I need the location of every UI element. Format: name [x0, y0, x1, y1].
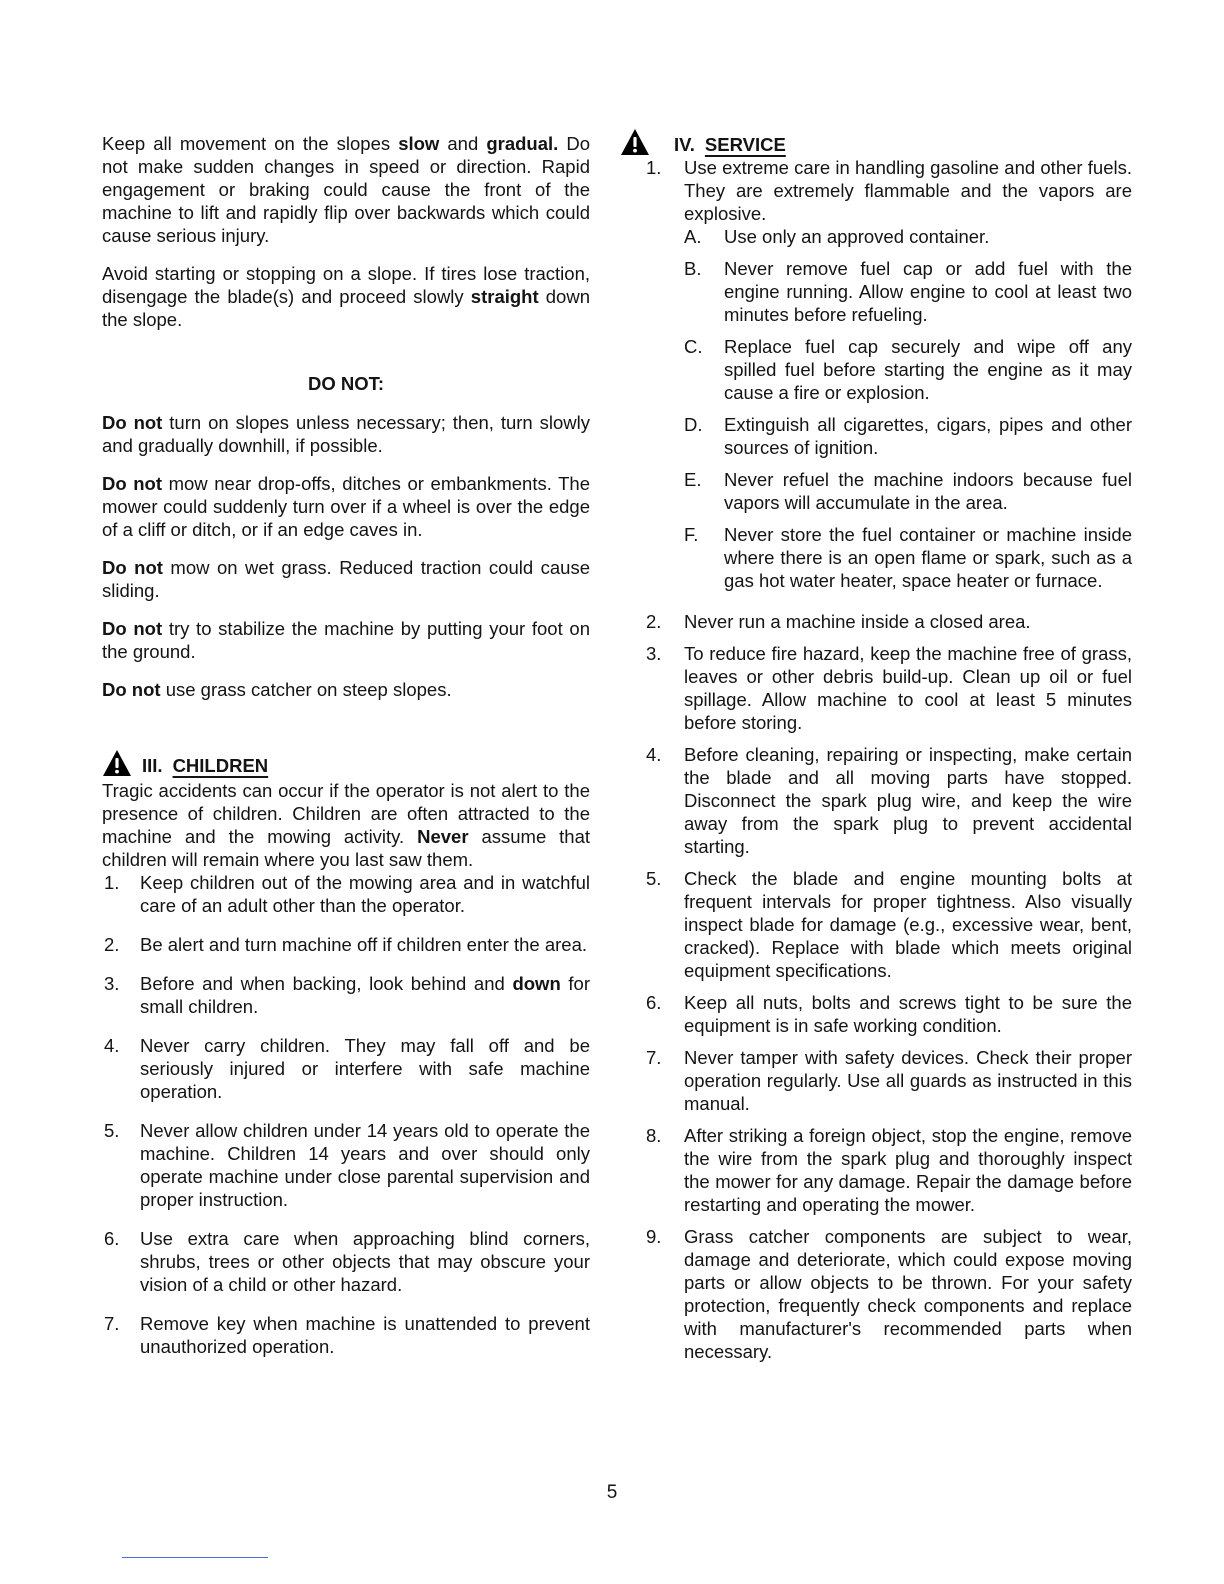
item-text — [140, 1312, 590, 1358]
list-item — [102, 1312, 590, 1358]
item-number: 7. — [646, 1047, 662, 1068]
item-body — [684, 156, 1132, 601]
sub-item-text: Never remove fuel cap or add fuel with the engine running. Allow engine to cool at least two minutes before refueling. — [724, 258, 1132, 325]
sub-item-text: Never refuel the machine indoors because fuel vapors will accumulate in the area. — [724, 469, 1132, 513]
sub-list-item — [684, 225, 1132, 248]
emphasis-text: down — [512, 973, 561, 994]
slope-intro — [102, 132, 590, 331]
donot-item — [102, 556, 590, 602]
list-item — [632, 1046, 1132, 1115]
item-text: After striking a foreign object, stop the engine, remove the wire from the spark plug and thoroughly inspect the mower for any damage. Repair the damage before restarting and operating the mower. — [684, 1125, 1132, 1215]
emphasis-text: Never — [417, 826, 469, 847]
item-number: 4. — [646, 744, 662, 765]
donot-text: try to stabilize the machine by putting your foot on the ground. — [102, 618, 591, 662]
body-text: for small children. — [140, 973, 590, 1017]
sub-item-letter: E. — [684, 469, 702, 490]
donot-item — [102, 411, 590, 457]
donot-text: use grass catcher on steep slopes. — [160, 679, 452, 700]
item-text: Never tamper with safety devices. Check their proper operation regularly. Use all guards as instructed in this manual. — [684, 1047, 1132, 1114]
item-text: Before cleaning, repairing or inspecting, make certain the blade and all moving parts have stopped. Disconnect the spark plug wire, and keep the wire away from the spark plug to prevent accidental starting. — [684, 744, 1132, 857]
item-text: Use extreme care in handling gasoline and other fuels. They are extremely flammable and the vapors are explosive. — [684, 157, 1132, 224]
sub-item-letter: D. — [684, 414, 703, 435]
item-text — [140, 933, 590, 956]
paragraph — [102, 132, 590, 247]
list-item — [632, 743, 1132, 858]
service-list — [632, 156, 1132, 1363]
sub-list-item — [684, 335, 1132, 404]
paragraph — [102, 262, 590, 331]
item-number: 4. — [104, 1035, 120, 1056]
body-text: Tragic accidents can occur if the operator is not alert to the presence of children. Children are often attracted to the machine and the mowing activity. — [102, 780, 590, 847]
item-number: 6. — [104, 1228, 120, 1249]
list-item — [632, 642, 1132, 734]
donot-lead: Do not — [102, 473, 163, 494]
sub-item-text: Extinguish all cigarettes, cigars, pipes and other sources of ignition. — [724, 414, 1132, 458]
donot-lead: Do not — [102, 679, 161, 700]
section-title: CHILDREN — [172, 755, 269, 776]
page-number: 5 — [606, 1482, 618, 1503]
body-text: Avoid starting or stopping on a slope. If tires lose traction, disengage the blade(s) and proceed slowly — [102, 263, 590, 307]
list-item — [632, 991, 1132, 1037]
list-item — [102, 871, 590, 917]
emphasis-text: gradual. — [486, 133, 559, 154]
donot-lead: Do not — [102, 618, 163, 639]
sub-item-letter: A. — [684, 226, 702, 247]
sub-list — [684, 225, 1132, 592]
item-number: 6. — [646, 992, 662, 1013]
sub-list-item — [684, 257, 1132, 326]
service-heading — [632, 128, 1132, 156]
donot-lead: Do not — [102, 412, 163, 433]
item-number: 3. — [646, 643, 662, 664]
item-body — [684, 867, 1132, 982]
body-text: and — [439, 133, 487, 154]
item-text — [140, 1034, 590, 1103]
warning-triangle-icon — [102, 749, 132, 777]
item-number: 7. — [104, 1313, 120, 1334]
sub-item-letter: C. — [684, 336, 703, 357]
item-text: Never run a machine inside a closed area. — [684, 611, 1031, 632]
list-item — [102, 1119, 590, 1211]
body-text: Keep all movement on the slopes — [102, 133, 399, 154]
item-number: 8. — [646, 1125, 662, 1146]
list-item — [102, 1227, 590, 1296]
body-text: Use extra care when approaching blind corners, shrubs, trees or other objects that may obscure your vision of a child or other hazard. — [140, 1228, 590, 1295]
donot-text: mow on wet grass. Reduced traction could cause sliding. — [102, 557, 590, 601]
sub-item-text: Never store the fuel container or machine inside where there is an open flame or spark, such as a gas hot water heater, space heater or furnace. — [724, 524, 1132, 591]
item-number: 5. — [646, 868, 662, 889]
left-column — [102, 132, 590, 1374]
warning-triangle-icon — [620, 128, 650, 156]
donot-item — [102, 472, 590, 541]
body-text: Be alert and turn machine off if children enter the area. — [140, 934, 588, 955]
section-number: III. — [142, 755, 163, 776]
item-text: Check the blade and engine mounting bolts at frequent intervals for proper tightness. Also visually inspect blade for damage (e.g., excessive wear, bent, cracked). Replace with blade which meets original equipment specifications. — [684, 868, 1132, 981]
item-body — [684, 1124, 1132, 1216]
item-body — [684, 642, 1132, 734]
donot-item — [102, 678, 590, 701]
list-item — [632, 156, 1132, 601]
item-body — [684, 610, 1132, 633]
emphasis-text: slow — [398, 133, 440, 154]
body-text: Keep children out of the mowing area and in watchful care of an adult other than the operator. — [140, 872, 590, 916]
list-item — [102, 972, 590, 1018]
item-text — [140, 972, 590, 1018]
children-intro — [102, 779, 590, 871]
list-item — [632, 1225, 1132, 1363]
item-number: 9. — [646, 1226, 662, 1247]
children-heading — [102, 749, 590, 777]
section-title: SERVICE — [704, 134, 786, 155]
item-text — [140, 871, 590, 917]
body-text: Before and when backing, look behind and — [140, 973, 513, 994]
sub-item-text: Replace fuel cap securely and wipe off any spilled fuel before starting the engine as it may cause a fire or explosion. — [724, 336, 1132, 403]
body-text: Remove key when machine is unattended to prevent unauthorized operation. — [140, 1313, 590, 1357]
item-body — [684, 1046, 1132, 1115]
donot-heading: DO NOT: — [307, 373, 385, 394]
body-text: Do not make sudden changes in speed or direction. Rapid engagement or braking could cause the front of the machine to lift and rapidly flip over backwards which could cause serious injury. — [102, 133, 590, 246]
item-number: 2. — [646, 611, 662, 632]
list-item — [102, 1034, 590, 1103]
item-text: Grass catcher components are subject to wear, damage and deteriorate, which could expose moving parts or allow objects to be thrown. For your safety protection, frequently check components and replace with manufacturer's recommended parts when necessary. — [684, 1226, 1132, 1362]
item-text: To reduce fire hazard, keep the machine free of grass, leaves or other debris build-up. Clean up oil or fuel spillage. Allow machine to cool at least 5 minutes before storing. — [684, 643, 1132, 733]
right-column — [632, 132, 1132, 1372]
item-text — [140, 1119, 590, 1211]
item-body — [684, 991, 1132, 1037]
body-text: assume that children will remain where you last saw them. — [102, 826, 590, 870]
item-body — [684, 743, 1132, 858]
donot-lead: Do not — [102, 557, 163, 578]
donot-text: mow near drop-offs, ditches or embankments. The mower could suddenly turn over if a wheel is over the edge of a cliff or ditch, or if an edge caves in. — [102, 473, 590, 540]
children-list — [102, 871, 590, 1358]
list-item — [632, 610, 1132, 633]
body-text: Never carry children. They may fall off and be seriously injured or interfere with safe machine operation. — [140, 1035, 590, 1102]
donot-list — [102, 411, 590, 701]
footer-rule — [122, 1557, 268, 1558]
sub-list-item — [684, 413, 1132, 459]
body-text: Never allow children under 14 years old to operate the machine. Children 14 years and over should only operate machine under close parental supervision and proper instruction. — [140, 1120, 590, 1210]
donot-item — [102, 617, 590, 663]
item-number: 3. — [104, 973, 120, 994]
sub-list-item — [684, 523, 1132, 592]
sub-item-letter: F. — [684, 524, 699, 545]
list-item — [102, 933, 590, 956]
section-number: IV. — [674, 134, 695, 155]
sub-list-item — [684, 468, 1132, 514]
item-text: Keep all nuts, bolts and screws tight to be sure the equipment is in safe working condition. — [684, 992, 1132, 1036]
item-number: 5. — [104, 1120, 120, 1141]
body-text: down the slope. — [102, 286, 590, 330]
list-item — [632, 867, 1132, 982]
item-number: 2. — [104, 934, 120, 955]
donot-text: turn on slopes unless necessary; then, turn slowly and gradually downhill, if possible. — [102, 412, 591, 456]
item-body — [684, 1225, 1132, 1363]
emphasis-text: straight — [470, 286, 539, 307]
sub-item-text: Use only an approved container. — [724, 226, 990, 247]
item-text — [140, 1227, 590, 1296]
item-number: 1. — [104, 872, 120, 893]
item-number: 1. — [646, 157, 662, 178]
list-item — [632, 1124, 1132, 1216]
sub-item-letter: B. — [684, 258, 702, 279]
